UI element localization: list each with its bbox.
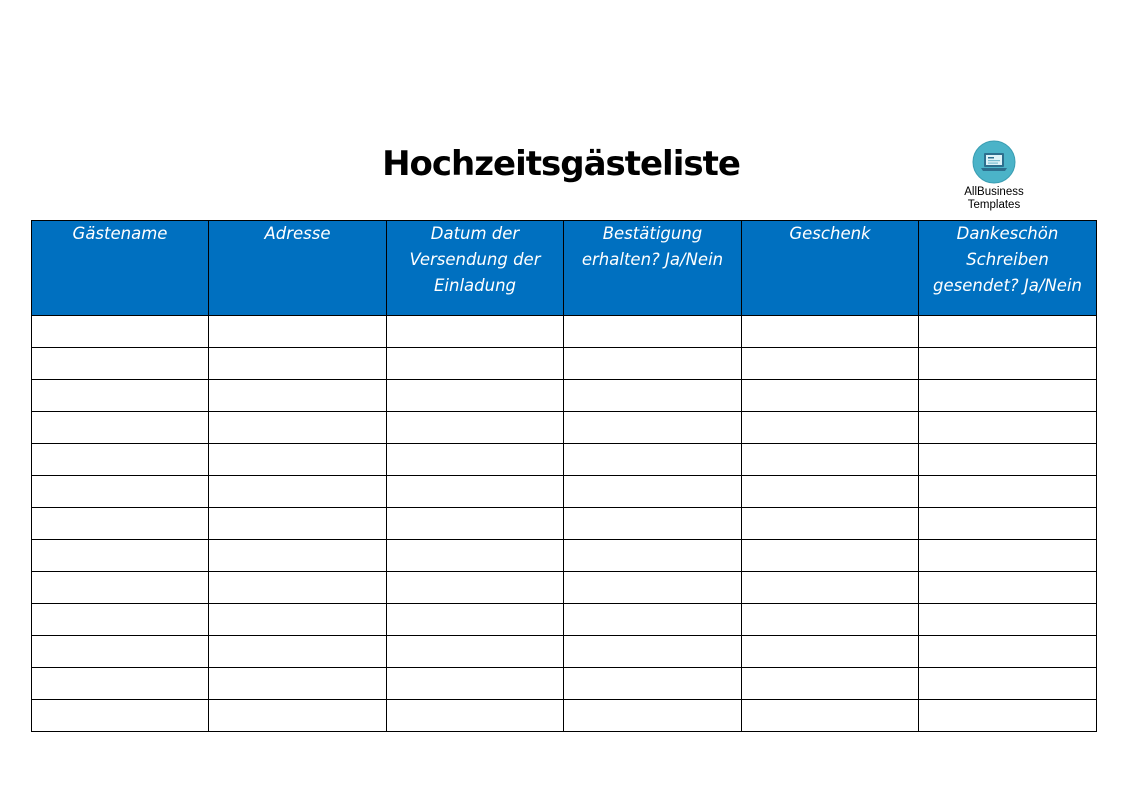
table-cell[interactable] bbox=[209, 572, 387, 604]
table-cell[interactable] bbox=[564, 316, 742, 348]
table-cell[interactable] bbox=[919, 348, 1097, 380]
table-cell[interactable] bbox=[32, 316, 209, 348]
table-cell[interactable] bbox=[209, 604, 387, 636]
table-header-row bbox=[32, 221, 1097, 316]
table-cell[interactable] bbox=[387, 540, 564, 572]
table-cell[interactable] bbox=[387, 700, 564, 732]
table-cell[interactable] bbox=[209, 540, 387, 572]
table-row bbox=[32, 316, 1097, 348]
table-cell[interactable] bbox=[742, 604, 919, 636]
table-cell[interactable] bbox=[742, 380, 919, 412]
table-cell[interactable] bbox=[742, 412, 919, 444]
column-header-bestaetigung: Bestätigung erhalten? Ja/Nein bbox=[564, 221, 742, 316]
column-header-adresse: Adresse bbox=[209, 221, 387, 316]
table-cell[interactable] bbox=[919, 700, 1097, 732]
allbusiness-templates-logo bbox=[952, 140, 1036, 212]
table-cell[interactable] bbox=[742, 444, 919, 476]
table-cell[interactable] bbox=[919, 572, 1097, 604]
table-cell[interactable] bbox=[919, 444, 1097, 476]
table-cell[interactable] bbox=[387, 316, 564, 348]
table-row bbox=[32, 508, 1097, 540]
table-cell[interactable] bbox=[919, 508, 1097, 540]
table-row bbox=[32, 476, 1097, 508]
table-row bbox=[32, 540, 1097, 572]
table-cell[interactable] bbox=[564, 412, 742, 444]
column-header-dankeschoen: Dankeschön Schreiben gesendet? Ja/Nein bbox=[919, 221, 1097, 316]
table-cell[interactable] bbox=[919, 476, 1097, 508]
table-row bbox=[32, 636, 1097, 668]
table-cell[interactable] bbox=[742, 476, 919, 508]
table-cell[interactable] bbox=[209, 444, 387, 476]
table-cell[interactable] bbox=[387, 348, 564, 380]
table-cell[interactable] bbox=[387, 604, 564, 636]
column-header-geschenk: Geschenk bbox=[742, 221, 919, 316]
table-cell[interactable] bbox=[564, 636, 742, 668]
column-header-datum-versendung: Datum der Versendung der Einladung bbox=[387, 221, 564, 316]
table-cell[interactable] bbox=[32, 348, 209, 380]
table-cell[interactable] bbox=[564, 700, 742, 732]
table-row bbox=[32, 348, 1097, 380]
table-cell[interactable] bbox=[387, 444, 564, 476]
table-cell[interactable] bbox=[564, 476, 742, 508]
table-cell[interactable] bbox=[32, 540, 209, 572]
table-cell[interactable] bbox=[387, 508, 564, 540]
table-cell[interactable] bbox=[564, 668, 742, 700]
table-cell[interactable] bbox=[209, 700, 387, 732]
table-cell[interactable] bbox=[209, 668, 387, 700]
table-cell[interactable] bbox=[209, 380, 387, 412]
table-cell[interactable] bbox=[209, 412, 387, 444]
logo-brand-line1: AllBusiness bbox=[964, 186, 1024, 198]
table-cell[interactable] bbox=[209, 636, 387, 668]
table-cell[interactable] bbox=[209, 476, 387, 508]
table-cell[interactable] bbox=[387, 636, 564, 668]
table-cell[interactable] bbox=[209, 348, 387, 380]
table-cell[interactable] bbox=[742, 636, 919, 668]
table-row bbox=[32, 444, 1097, 476]
table-row bbox=[32, 700, 1097, 732]
table-cell[interactable] bbox=[742, 508, 919, 540]
table-cell[interactable] bbox=[742, 572, 919, 604]
table-body bbox=[32, 316, 1097, 732]
table-cell[interactable] bbox=[564, 604, 742, 636]
table-cell[interactable] bbox=[919, 540, 1097, 572]
table-cell[interactable] bbox=[919, 668, 1097, 700]
table-cell[interactable] bbox=[919, 380, 1097, 412]
table-cell[interactable] bbox=[742, 700, 919, 732]
table-cell[interactable] bbox=[32, 476, 209, 508]
table-cell[interactable] bbox=[32, 380, 209, 412]
table-cell[interactable] bbox=[564, 540, 742, 572]
table-cell[interactable] bbox=[387, 572, 564, 604]
table-row bbox=[32, 412, 1097, 444]
table-cell[interactable] bbox=[209, 508, 387, 540]
table-cell[interactable] bbox=[32, 412, 209, 444]
table-cell[interactable] bbox=[742, 316, 919, 348]
table-cell[interactable] bbox=[32, 700, 209, 732]
table-cell[interactable] bbox=[919, 316, 1097, 348]
table-row bbox=[32, 572, 1097, 604]
table-cell[interactable] bbox=[32, 444, 209, 476]
table-cell[interactable] bbox=[564, 444, 742, 476]
table-cell[interactable] bbox=[742, 668, 919, 700]
page-title: Hochzeitsgästeliste bbox=[382, 144, 740, 184]
table-row bbox=[32, 668, 1097, 700]
table-cell[interactable] bbox=[564, 572, 742, 604]
laptop-icon bbox=[972, 140, 1016, 184]
table-cell[interactable] bbox=[742, 348, 919, 380]
table-cell[interactable] bbox=[564, 380, 742, 412]
column-header-gaestename: Gästename bbox=[32, 221, 209, 316]
table-cell[interactable] bbox=[919, 636, 1097, 668]
table-row bbox=[32, 380, 1097, 412]
table-cell[interactable] bbox=[919, 412, 1097, 444]
table-cell[interactable] bbox=[209, 316, 387, 348]
guest-list-table bbox=[31, 220, 1097, 732]
table-cell[interactable] bbox=[32, 668, 209, 700]
logo-brand-line2: Templates bbox=[967, 199, 1021, 211]
table-cell[interactable] bbox=[32, 572, 209, 604]
table-cell[interactable] bbox=[387, 476, 564, 508]
table-cell[interactable] bbox=[564, 348, 742, 380]
table-cell[interactable] bbox=[32, 508, 209, 540]
table-cell[interactable] bbox=[387, 668, 564, 700]
table-row bbox=[32, 604, 1097, 636]
table-cell[interactable] bbox=[32, 636, 209, 668]
table-cell[interactable] bbox=[32, 604, 209, 636]
table-cell[interactable] bbox=[387, 380, 564, 412]
table-cell[interactable] bbox=[919, 604, 1097, 636]
table-cell[interactable] bbox=[742, 540, 919, 572]
table-cell[interactable] bbox=[564, 508, 742, 540]
table-cell[interactable] bbox=[387, 412, 564, 444]
